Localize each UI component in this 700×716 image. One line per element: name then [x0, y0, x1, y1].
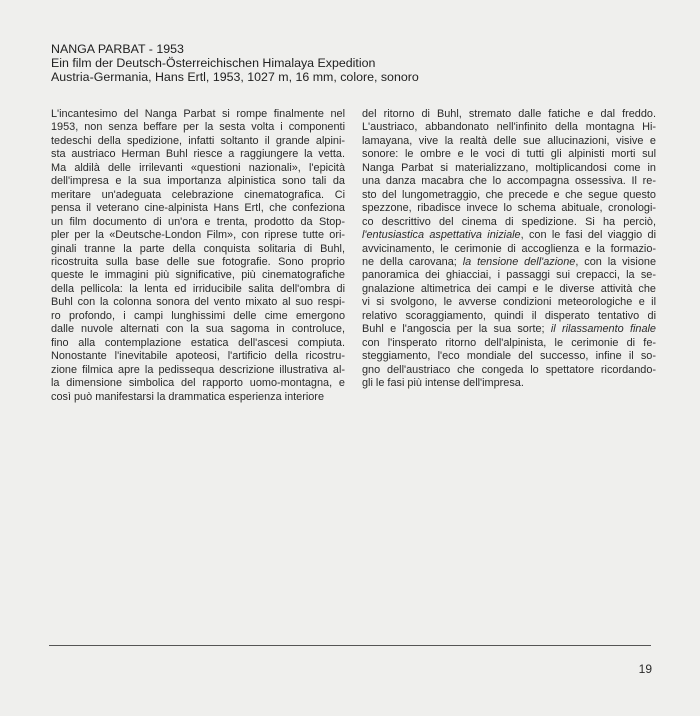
film-header [51, 42, 611, 85]
text-segment: panoramica dei ghiacciai, i passaggi sui crepacci, la se- [362, 269, 656, 282]
text-segment: lamayana, vive la realtà delle sue allucinazioni, visive e [362, 134, 656, 147]
text-line: Buhl con la colonna sonora del vento mixato al suo respi- [51, 296, 345, 309]
text-line: L'incantesimo del Nanga Parbat si rompe finalmente nel [51, 108, 345, 120]
text-segment: , con la visione [575, 255, 657, 268]
text-line [362, 148, 656, 161]
text-line [362, 216, 656, 229]
text-line [362, 121, 656, 134]
text-segment: relativo scoraggiamento, quindi il disperato tentativo di [362, 309, 656, 322]
text-line [362, 269, 656, 282]
text-segment: spezzone, ribadisce invece lo schema abituale, cronologi- [362, 202, 656, 215]
text-segment: gnalazione altimetrica dei campi e le diverse attività che [362, 282, 656, 295]
text-line [362, 108, 656, 121]
text-line: un film documento di un'ora e trenta, prodotto da Stop- [51, 215, 345, 228]
text-line: dalle nuvole alternati con la sua sagoma in controluce, [51, 323, 345, 336]
page-number: 19 [638, 662, 652, 676]
text-segment: Nanga Parbat si materializzano, moltiplicandosi come in [362, 161, 656, 174]
text-line: sta austriaco Herman Buhl riesce a raggiungere la vetta. [51, 148, 345, 161]
text-segment: , con le fasi del viaggio di [520, 229, 657, 242]
film-subtitle: Ein film der Deutsch-Österreichischen Himalaya Expedition [51, 56, 376, 71]
text-line [362, 243, 656, 256]
text-line: ricostruita sulla base delle sue fotografie. Sono proprio [51, 255, 345, 268]
text-segment: L'austriaco, abbandonato nell'infinito della montagna Hi- [362, 121, 656, 134]
text-line: ginali tranne la parte della conquista solitaria di Buhl, [51, 242, 345, 255]
text-line [362, 323, 656, 336]
text-line [362, 350, 656, 363]
left-text-column [51, 108, 345, 404]
text-segment: avvicinamento, le cerimonie di accoglienza e la formazio- [362, 242, 656, 255]
text-line [362, 337, 656, 350]
text-line [362, 310, 656, 323]
italic-phrase: il rilassamento finale [550, 323, 656, 336]
text-line: tedeschi della spedizione, infatti soltanto il grande alpini- [51, 134, 345, 147]
text-line [362, 296, 656, 309]
right-text-column [362, 108, 656, 391]
film-title: NANGA PARBAT - 1953 [51, 42, 184, 56]
text-segment: gno dell'austriaco che congeda lo spettatore ricordando- [362, 363, 656, 376]
text-line: meritare un'adeguata celebrazione cinematografica. Ci [51, 188, 345, 201]
text-line: pler per la «Deutsche-London Film», con riprese tutte ori- [51, 229, 345, 242]
text-segment: ne della carovana; [362, 255, 463, 268]
text-line [362, 175, 656, 188]
footer-rule [49, 645, 651, 646]
italic-phrase: l'entusiastica aspettativa iniziale [362, 229, 521, 242]
text-line: fino alla contemplazione estatica dell'ascesi compiuta. [51, 336, 345, 349]
text-line: dell'impresa e la sua importanza alpinistica sono tali da [51, 175, 345, 188]
text-segment: vi si svolgono, le avverse condizioni meteorologiche e il [362, 296, 656, 309]
text-line [362, 256, 656, 269]
text-line [362, 135, 656, 148]
text-segment: con l'insperato ritorno dell'alpinista, le cerimonie di fe- [362, 336, 656, 349]
text-line: pensa il veterano cine-alpinista Hans Ertl, che confeziona [51, 202, 345, 215]
text-segment: steggiamento, l'eco mondiale del successo, infine il so- [362, 350, 656, 363]
text-line: della pellicola: la lenta ed irriducibile salita dell'ombra di [51, 282, 345, 295]
text-segment: del ritorno di Buhl, stremato dalle fatiche e dal freddo. [362, 108, 656, 120]
text-line: queste le immagini più significative, più cinematografiche [51, 269, 345, 282]
text-line: così può manifestarsi la drammatica esperienza interiore [51, 390, 324, 403]
text-line [362, 283, 656, 296]
text-line: 1953, non senza beffare per la sesta volta i componenti [51, 121, 345, 134]
text-line [362, 202, 656, 215]
text-line: la dimensione simbolica del rapporto uomo-montagna, e [51, 377, 345, 390]
text-segment: sto del lungometraggio, che precede e che segue questo [362, 188, 656, 201]
text-line: zione filmica apre la pedissequa descrizione illustrativa al- [51, 363, 345, 376]
text-line: ro profondo, i campi lunghissimi delle cime emergono [51, 309, 345, 322]
text-line: Ma aldilà delle irrilevanti «questioni nazionali», l'epicità [51, 161, 345, 174]
text-line: Nonostante l'inevitabile apoteosi, l'artificio della ricostru- [51, 350, 345, 363]
film-credits: Austria-Germania, Hans Ertl, 1953, 1027 m, 16 mm, colore, sonoro [51, 70, 419, 85]
text-line [362, 364, 656, 377]
text-segment: Buhl e l'angoscia per la sua sorte; [362, 323, 551, 336]
text-segment: gli le fasi più intense dell'impresa. [362, 377, 524, 390]
text-line [362, 189, 656, 202]
text-segment: una danza macabra che lo accompagna ossessiva. Il re- [362, 175, 656, 188]
text-segment: co descrittivo del cinema di spedizione. Si ha perciò, [362, 215, 656, 228]
italic-phrase: la tensione dell'azione [462, 255, 576, 268]
text-line [362, 229, 656, 242]
text-line [362, 377, 656, 390]
text-segment: sonore: le ombre e le voci di tutti gli alpinisti morti sul [362, 148, 656, 161]
text-line [362, 162, 656, 175]
